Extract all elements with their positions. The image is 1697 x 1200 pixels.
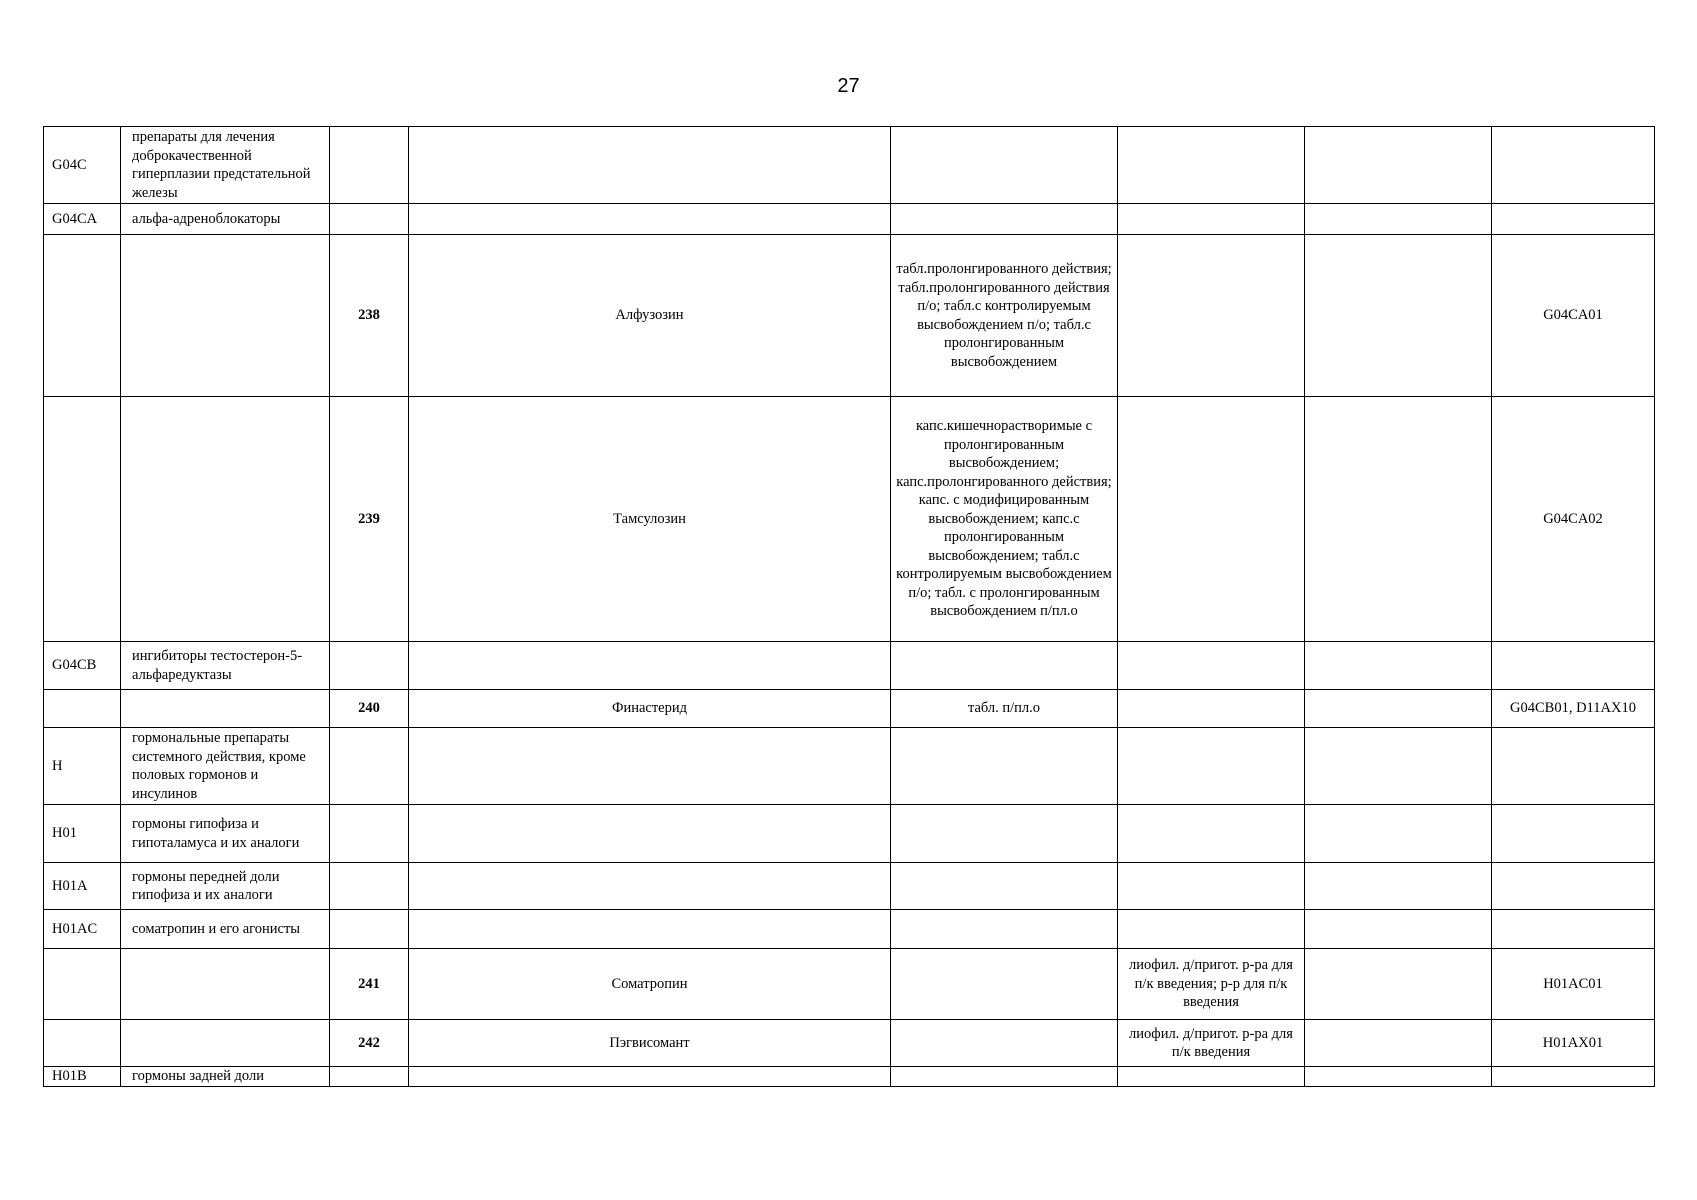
drug-number: 240	[330, 690, 409, 728]
dosage-form-other	[1305, 690, 1492, 728]
table-row	[44, 397, 1655, 642]
dosage-form-other	[1305, 728, 1492, 805]
dosage-form-oral: капс.кишечнорастворимые с пролонгированным высвобождением; капс.пролонгированного действия; капс. с модифицированным высвобождением; капс.с пролонгированным высвобождением; табл.с контролируемым высвобождением п/о; табл. с пролонгированным высвобождением п/пл.о	[891, 397, 1118, 642]
table-row	[44, 642, 1655, 690]
drug-name	[409, 1067, 891, 1087]
dosage-form-injection	[1118, 728, 1305, 805]
atc-code	[1492, 805, 1655, 863]
drug-number: 239	[330, 397, 409, 642]
drug-number	[330, 805, 409, 863]
dosage-form-oral	[891, 863, 1118, 910]
atc-group-code	[44, 235, 121, 397]
dosage-form-oral	[891, 949, 1118, 1020]
dosage-form-oral: табл. п/пл.о	[891, 690, 1118, 728]
table-row	[44, 235, 1655, 397]
atc-code	[1492, 642, 1655, 690]
dosage-form-injection	[1118, 235, 1305, 397]
drug-name: Соматропин	[409, 949, 891, 1020]
drug-number	[330, 127, 409, 204]
atc-group-code	[44, 1020, 121, 1067]
dosage-form-injection	[1118, 1067, 1305, 1087]
atc-group-name	[121, 1020, 330, 1067]
atc-code: G04CA02	[1492, 397, 1655, 642]
atc-group-code: H01B	[44, 1067, 121, 1087]
atc-code	[1492, 1067, 1655, 1087]
atc-code	[1492, 728, 1655, 805]
drug-number	[330, 204, 409, 235]
table-row	[44, 1067, 1655, 1087]
atc-code	[1492, 127, 1655, 204]
drug-number	[330, 910, 409, 949]
atc-group-name: альфа-адреноблокаторы	[121, 204, 330, 235]
dosage-form-other	[1305, 805, 1492, 863]
drug-number	[330, 1067, 409, 1087]
table-row	[44, 949, 1655, 1020]
atc-group-code: H	[44, 728, 121, 805]
atc-group-code	[44, 949, 121, 1020]
table-row	[44, 805, 1655, 863]
drug-name	[409, 910, 891, 949]
dosage-form-oral: табл.пролонгированного действия; табл.пролонгированного действия п/о; табл.с контролируемым высвобождением п/о; табл.с пролонгированным высвобождением	[891, 235, 1118, 397]
dosage-form-other	[1305, 235, 1492, 397]
table-row	[44, 863, 1655, 910]
drug-name	[409, 805, 891, 863]
atc-group-name	[121, 235, 330, 397]
atc-group-name: препараты для лечения доброкачественной гиперплазии предстательной железы	[121, 127, 330, 204]
drug-number: 242	[330, 1020, 409, 1067]
dosage-form-injection	[1118, 690, 1305, 728]
dosage-form-injection: лиофил. д/пригот. р-ра для п/к введения; р-р для п/к введения	[1118, 949, 1305, 1020]
atc-group-code	[44, 690, 121, 728]
dosage-form-oral	[891, 127, 1118, 204]
atc-group-code: G04CA	[44, 204, 121, 235]
drug-name: Финастерид	[409, 690, 891, 728]
dosage-form-oral	[891, 910, 1118, 949]
drug-number	[330, 863, 409, 910]
dosage-form-injection: лиофил. д/пригот. р-ра для п/к введения	[1118, 1020, 1305, 1067]
dosage-form-injection	[1118, 204, 1305, 235]
dosage-form-other	[1305, 204, 1492, 235]
dosage-form-other	[1305, 949, 1492, 1020]
atc-group-name: соматропин и его агонисты	[121, 910, 330, 949]
drug-name: Пэгвисомант	[409, 1020, 891, 1067]
table-row	[44, 728, 1655, 805]
dosage-form-oral	[891, 1067, 1118, 1087]
drug-name: Алфузозин	[409, 235, 891, 397]
drug-name	[409, 204, 891, 235]
drug-number: 241	[330, 949, 409, 1020]
dosage-form-other	[1305, 127, 1492, 204]
dosage-form-oral	[891, 642, 1118, 690]
atc-code	[1492, 204, 1655, 235]
table-row	[44, 1020, 1655, 1067]
atc-group-name: гормоны гипофиза и гипоталамуса и их аналоги	[121, 805, 330, 863]
drug-name	[409, 127, 891, 204]
drug-name	[409, 728, 891, 805]
atc-group-name: ингибиторы тестостерон-5-альфаредуктазы	[121, 642, 330, 690]
dosage-form-oral	[891, 805, 1118, 863]
table-row	[44, 690, 1655, 728]
atc-code: G04CA01	[1492, 235, 1655, 397]
dosage-form-injection	[1118, 863, 1305, 910]
atc-group-code: H01A	[44, 863, 121, 910]
dosage-form-other	[1305, 863, 1492, 910]
atc-group-name: гормоны передней доли гипофиза и их аналоги	[121, 863, 330, 910]
dosage-form-oral	[891, 204, 1118, 235]
atc-group-name: гормоны задней доли	[121, 1067, 330, 1087]
dosage-form-oral	[891, 1020, 1118, 1067]
table-row	[44, 910, 1655, 949]
dosage-form-injection	[1118, 910, 1305, 949]
atc-code: H01AC01	[1492, 949, 1655, 1020]
atc-group-name	[121, 949, 330, 1020]
atc-code	[1492, 863, 1655, 910]
drug-table	[43, 126, 1655, 1087]
dosage-form-other	[1305, 642, 1492, 690]
atc-group-name	[121, 397, 330, 642]
page-number: 27	[837, 75, 860, 97]
atc-group-name	[121, 690, 330, 728]
table-row	[44, 127, 1655, 204]
atc-group-code: H01	[44, 805, 121, 863]
drug-number	[330, 728, 409, 805]
atc-group-code: H01AC	[44, 910, 121, 949]
atc-group-code: G04CB	[44, 642, 121, 690]
drug-name	[409, 642, 891, 690]
atc-group-code	[44, 397, 121, 642]
atc-code: H01AX01	[1492, 1020, 1655, 1067]
dosage-form-other	[1305, 397, 1492, 642]
atc-code	[1492, 910, 1655, 949]
dosage-form-injection	[1118, 805, 1305, 863]
drug-name	[409, 863, 891, 910]
dosage-form-injection	[1118, 642, 1305, 690]
drug-name: Тамсулозин	[409, 397, 891, 642]
drug-number: 238	[330, 235, 409, 397]
dosage-form-injection	[1118, 397, 1305, 642]
table-row	[44, 204, 1655, 235]
dosage-form-other	[1305, 1020, 1492, 1067]
dosage-form-injection	[1118, 127, 1305, 204]
atc-group-code: G04C	[44, 127, 121, 204]
atc-group-name: гормональные препараты системного действия, кроме половых гормонов и инсулинов	[121, 728, 330, 805]
dosage-form-oral	[891, 728, 1118, 805]
drug-number	[330, 642, 409, 690]
dosage-form-other	[1305, 910, 1492, 949]
atc-code: G04CB01, D11AX10	[1492, 690, 1655, 728]
dosage-form-other	[1305, 1067, 1492, 1087]
